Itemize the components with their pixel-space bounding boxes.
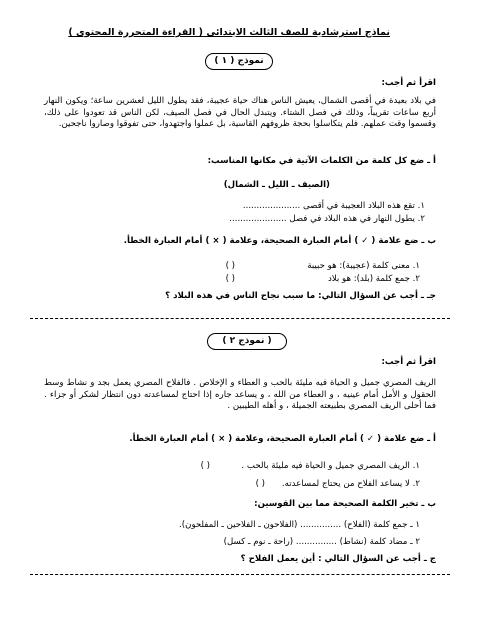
model-2-tf-2-paren: ( ) (255, 479, 265, 489)
model-1-word-bank: (الصيف ـ الليل ـ الشمال) (223, 180, 330, 190)
model-1-read-prompt: اقرأ ثم أجب: (381, 78, 436, 88)
model-2-choice-2: ٢ ـ مضاد كلمة (نشاط) ............... (راحة ـ نوم ـ كسل) (223, 537, 420, 547)
model-2-question-c: ج ـ أجب عن السؤال التالي : أين يعمل الفلاح ؟ (240, 554, 436, 564)
model-1-fill-2: ٢. يطول النهار في هذه البلاد في فصل ..................... (229, 214, 425, 224)
model-2-choice-1: ١ ـ جمع كلمة (الفلاح) ............... (الفلاحون ـ الفلاحين ـ المفلحون). (179, 520, 420, 530)
model-1-tf-1-paren: ( ) (225, 261, 235, 271)
model-2-passage: الريف المصري جميل و الحياة فيه مليئة بالحب و العطاء و الإخلاص . فالفلاح المصري يعمل بجد و نشاط وسط الحقول و الأمل أمام عينيه ، و العطاء من الله ، و يساعد جاره إذا احتاج لمساعدته دون انتظار لشكر أو جزاء . فما أحلى الريف المصري بطبيعته الجميلة ، و أهله الطيبين . (44, 378, 436, 411)
bottom-divider (30, 574, 450, 575)
model-1-question-a: أ ـ ضع كل كلمة من الكلمات الآتية في مكانها المناسب: (207, 156, 436, 166)
model-2-question-b: ب ـ تخير الكلمة الصحيحة مما بين القوسين: (254, 499, 436, 509)
model-2-tf-1-paren: ( ) (200, 461, 210, 471)
model-2-question-a: أ ـ ضع علامة ( ✓ ) أمام العبارة الصحيحة، وعلامة ( × ) أمام العبارة الخطأ. (129, 434, 436, 444)
model-1-tf-2: ٢. جمع كلمة (بلد): هو بلاد (327, 274, 420, 284)
model-2-tf-1: ١. الريف المصري جميل و الحياة فيه مليئة بالحب . (241, 461, 420, 471)
model-2-tf-2: ٢. لا يساعد الفلاح من يحتاج لمساعدته. (281, 479, 420, 489)
model-1-passage: في بلاد بعيدة في أقصى الشمال، يعيش الناس هناك حياة عجيبة، فقد يطول الليل لعشرين ساعة؛ ويكون النهار أربع ساعات تقريباً، وذلك في فصل الشتاء. ويتبدل الحال في فصل الصيف، لكن الناس قد تعودوا على ذلك، وقسموا وقت عملهم. فلم يتكاسلوا بحجة ظروفهم القاسية، بل عملوا واجتهدوا، حتى تفوقوا وصاروا ناجحين. (44, 96, 436, 129)
model-1-fill-1: ١. تقع هذه البلاد العجيبة في أقصى ..................... (242, 201, 425, 211)
section-divider (30, 318, 450, 319)
model-1-tf-1: ١. معنى كلمة (عجيبة): هو حبيبة (307, 261, 420, 271)
page-title: نماذج استرشادية للصف الثالث الابتدائى ( القراءة المتحررة المحتوى ) (68, 27, 390, 38)
model-2-read-prompt: اقرأ ثم أجب: (381, 357, 436, 367)
model-1-tf-2-paren: ( ) (225, 274, 235, 284)
model-1-question-c: جـ ـ أجب عن السؤال التالي: ما سبب نجاح الناس في هذه البلاد ؟ (165, 291, 436, 301)
model-2-label: ( نموذج ٢ ) (207, 333, 287, 350)
model-1-label: نموذج ( ١ ) (205, 53, 273, 70)
model-1-question-b: ب ـ ضع علامة ( ✓ ) أمام العبارة الصحيحة، وعلامة ( × ) أمام العبارة الخطأ. (123, 236, 436, 246)
